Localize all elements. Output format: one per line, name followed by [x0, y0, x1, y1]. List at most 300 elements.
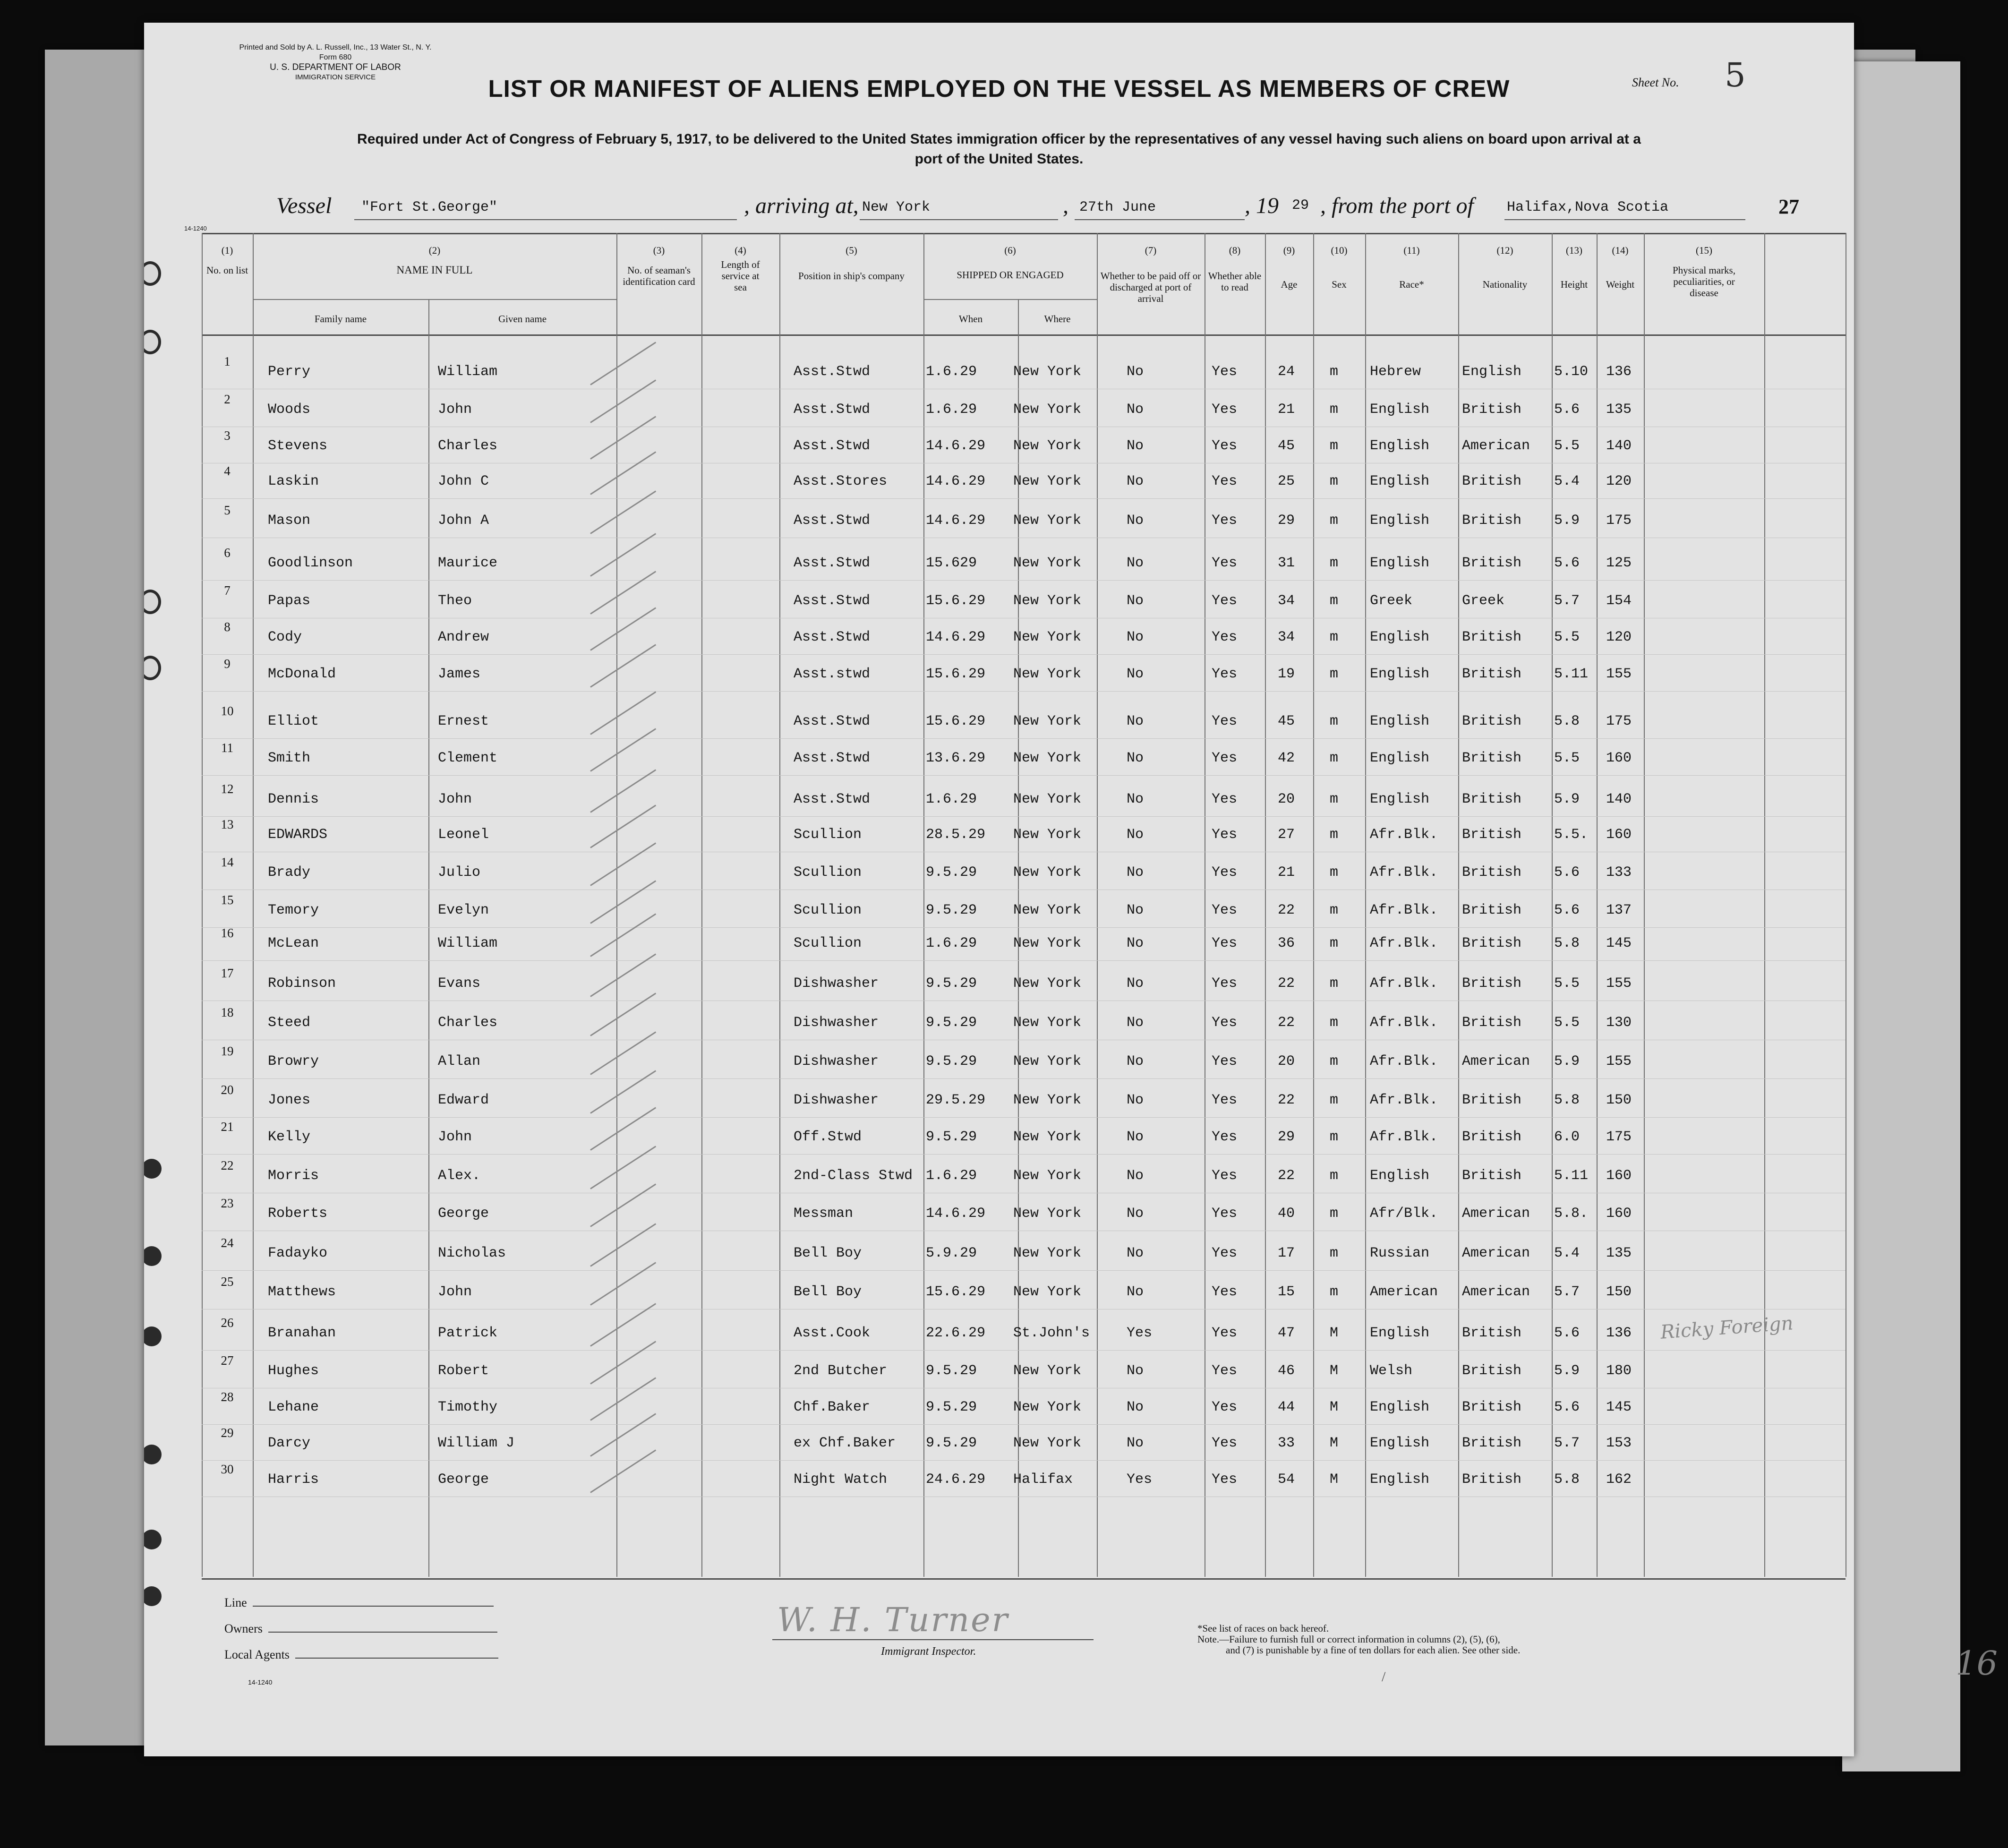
- position-cell: Asst.stwd: [794, 666, 871, 682]
- able-to-read-cell: Yes: [1212, 902, 1238, 918]
- weight-cell: 133: [1606, 864, 1632, 881]
- signature-underline: [772, 1639, 1094, 1640]
- weight-cell: 162: [1606, 1472, 1632, 1488]
- weight-cell: 175: [1606, 1129, 1632, 1145]
- punch-hole: [144, 1530, 162, 1549]
- height-cell: 5.9: [1554, 1363, 1580, 1379]
- nationality-cell: British: [1462, 555, 1522, 571]
- given-name-cell: John: [438, 1284, 472, 1300]
- col-title: Length of service at sea: [721, 259, 760, 293]
- family-name-cell: Darcy: [268, 1435, 311, 1451]
- height-cell: 5.7: [1554, 1435, 1580, 1451]
- row-rule: [202, 1270, 1846, 1271]
- row-rule: [202, 691, 1846, 692]
- given-name-cell: William J: [438, 1435, 515, 1451]
- shipped-where-cell: New York: [1013, 713, 1082, 729]
- shipped-where-cell: New York: [1013, 975, 1082, 992]
- position-cell: Asst.Stores: [794, 473, 888, 489]
- age-cell: 31: [1278, 555, 1295, 571]
- row-number: 24: [221, 1236, 234, 1250]
- row-number: 9: [224, 657, 231, 671]
- position-cell: Asst.Stwd: [794, 555, 871, 571]
- manifest-page: [144, 23, 1854, 1756]
- height-cell: 5.4: [1554, 473, 1580, 489]
- able-to-read-cell: Yes: [1212, 473, 1238, 489]
- shipped-when-cell: 9.5.29: [926, 975, 977, 992]
- given-name-cell: Maurice: [438, 555, 498, 571]
- family-name-cell: Papas: [268, 593, 311, 609]
- shipped-where-cell: New York: [1013, 750, 1082, 766]
- able-to-read-cell: Yes: [1212, 975, 1238, 992]
- note-line: Note.—Failure to furnish full or correct information in columns (2), (5), (6),: [1197, 1634, 1500, 1645]
- page-number: 27: [1778, 195, 1799, 218]
- race-cell: Afr/Blk.: [1370, 1206, 1438, 1222]
- shipped-where-cell: New York: [1013, 1284, 1082, 1300]
- shipped-where-cell: New York: [1013, 1245, 1082, 1261]
- agents-underline: [295, 1658, 498, 1659]
- row-number: 14: [221, 855, 234, 869]
- shipped-when-cell: 9.5.29: [926, 902, 977, 918]
- height-cell: 5.5: [1554, 438, 1580, 454]
- family-name-cell: Morris: [268, 1168, 319, 1184]
- able-to-read-cell: Yes: [1212, 1399, 1238, 1415]
- age-cell: 40: [1278, 1206, 1295, 1222]
- sheet-label: Sheet No.: [1632, 76, 1679, 89]
- shipped-where-cell: New York: [1013, 629, 1082, 645]
- row-rule: [202, 816, 1846, 817]
- position-cell: Dishwasher: [794, 1092, 879, 1108]
- given-name-cell: Clement: [438, 750, 498, 766]
- paid-off-cell: No: [1127, 750, 1144, 766]
- col-title: Whether to be paid off or discharged at port of arrival: [1100, 270, 1201, 304]
- sex-cell: m: [1330, 902, 1339, 918]
- position-cell: Chf.Baker: [794, 1399, 871, 1415]
- nationality-cell: British: [1462, 1325, 1522, 1341]
- weight-cell: 140: [1606, 791, 1632, 807]
- from-underline: [1504, 219, 1745, 220]
- race-cell: Afr.Blk.: [1370, 935, 1438, 951]
- shipped-where-cell: New York: [1013, 1015, 1082, 1031]
- paid-off-cell: No: [1127, 791, 1144, 807]
- able-to-read-cell: Yes: [1212, 1472, 1238, 1488]
- age-cell: 42: [1278, 750, 1295, 766]
- form-code: 14-1240: [184, 225, 207, 232]
- row-number: 12: [221, 782, 234, 796]
- col-title: No. of seaman's identification card: [623, 265, 695, 287]
- age-cell: 15: [1278, 1284, 1295, 1300]
- position-cell: Messman: [794, 1206, 854, 1222]
- row-number: 23: [221, 1196, 234, 1210]
- height-cell: 5.6: [1554, 1325, 1580, 1341]
- punch-hole: [144, 1246, 162, 1266]
- row-number: 21: [221, 1120, 234, 1134]
- paid-off-cell: No: [1127, 935, 1144, 951]
- nationality-cell: British: [1462, 1399, 1522, 1415]
- col-title: Sex: [1332, 279, 1347, 290]
- age-cell: 44: [1278, 1399, 1295, 1415]
- given-name-cell: Alex.: [438, 1168, 481, 1184]
- position-cell: Asst.Stwd: [794, 750, 871, 766]
- sex-cell: m: [1330, 1168, 1339, 1184]
- weight-cell: 140: [1606, 438, 1632, 454]
- age-cell: 17: [1278, 1245, 1295, 1261]
- able-to-read-cell: Yes: [1212, 935, 1238, 951]
- able-to-read-cell: Yes: [1212, 1053, 1238, 1069]
- height-cell: 5.11: [1554, 666, 1589, 682]
- nationality-cell: British: [1462, 513, 1522, 529]
- year-prefix: , 19: [1245, 193, 1279, 218]
- weight-cell: 120: [1606, 629, 1632, 645]
- able-to-read-cell: Yes: [1212, 593, 1238, 609]
- column-rule: [1097, 233, 1098, 1577]
- row-rule: [202, 1154, 1846, 1155]
- nationality-cell: British: [1462, 666, 1522, 682]
- weight-cell: 175: [1606, 513, 1632, 529]
- race-cell: Hebrew: [1370, 364, 1421, 380]
- punch-hole: [144, 656, 161, 680]
- family-name-cell: Kelly: [268, 1129, 311, 1145]
- column-rule: [1365, 233, 1366, 1577]
- position-cell: Dishwasher: [794, 1053, 879, 1069]
- shipped-when-cell: 14.6.29: [926, 1206, 986, 1222]
- able-to-read-cell: Yes: [1212, 1284, 1238, 1300]
- row-number: 8: [224, 620, 231, 634]
- race-cell: Afr.Blk.: [1370, 1129, 1438, 1145]
- printer-line: Printed and Sold by A. L. Russell, Inc., 13 Water St., N. Y.: [239, 43, 432, 51]
- family-name-cell: McDonald: [268, 666, 336, 682]
- race-cell: Afr.Blk.: [1370, 1092, 1438, 1108]
- punch-hole: [144, 1445, 162, 1464]
- row-rule: [202, 498, 1846, 499]
- sex-cell: m: [1330, 1245, 1339, 1261]
- given-name-cell: Evans: [438, 975, 481, 992]
- vessel-line: [276, 193, 1835, 221]
- race-cell: English: [1370, 666, 1430, 682]
- given-name-cell: Allan: [438, 1053, 481, 1069]
- column-rule: [1265, 233, 1266, 1577]
- row-number: 28: [221, 1390, 234, 1404]
- able-to-read-cell: Yes: [1212, 1015, 1238, 1031]
- given-name-cell: John: [438, 402, 472, 418]
- row-number: 15: [221, 893, 234, 907]
- age-cell: 22: [1278, 1092, 1295, 1108]
- age-cell: 24: [1278, 364, 1295, 380]
- family-name-cell: Robinson: [268, 975, 336, 992]
- race-cell: Afr.Blk.: [1370, 902, 1438, 918]
- weight-cell: 150: [1606, 1092, 1632, 1108]
- race-cell: English: [1370, 791, 1430, 807]
- shipped-when-cell: 22.6.29: [926, 1325, 986, 1341]
- paid-off-cell: No: [1127, 1129, 1144, 1145]
- paid-off-cell: No: [1127, 902, 1144, 918]
- weight-cell: 160: [1606, 750, 1632, 766]
- given-name-cell: George: [438, 1206, 489, 1222]
- shipped-when-cell: 14.6.29: [926, 438, 986, 454]
- vessel-name: "Fort St.George": [361, 199, 498, 215]
- col-title: Whether able to read: [1208, 270, 1262, 293]
- shipped-where-cell: New York: [1013, 438, 1082, 454]
- shipped-where-cell: Halifax: [1013, 1472, 1073, 1488]
- col-number: (10): [1331, 245, 1348, 256]
- family-name-cell: Laskin: [268, 473, 319, 489]
- height-cell: 5.7: [1554, 1284, 1580, 1300]
- shipped-when-cell: 24.6.29: [926, 1472, 986, 1488]
- height-cell: 5.9: [1554, 513, 1580, 529]
- race-cell: English: [1370, 402, 1430, 418]
- row-number: 2: [224, 392, 231, 406]
- nationality-cell: British: [1462, 1363, 1522, 1379]
- weight-cell: 155: [1606, 1053, 1632, 1069]
- able-to-read-cell: Yes: [1212, 1363, 1238, 1379]
- col-number: (11): [1403, 245, 1420, 256]
- race-cell: English: [1370, 713, 1430, 729]
- family-name-cell: Hughes: [268, 1363, 319, 1379]
- paid-off-cell: No: [1127, 827, 1144, 843]
- position-cell: Asst.Cook: [794, 1325, 871, 1341]
- sex-cell: m: [1330, 1206, 1339, 1222]
- weight-cell: 154: [1606, 593, 1632, 609]
- position-cell: Asst.Stwd: [794, 364, 871, 380]
- row-number: 22: [221, 1158, 234, 1172]
- nationality-cell: British: [1462, 629, 1522, 645]
- race-cell: English: [1370, 1168, 1430, 1184]
- family-name-cell: Goodlinson: [268, 555, 353, 571]
- col-number: (15): [1696, 245, 1712, 256]
- paid-off-cell: No: [1127, 593, 1144, 609]
- background-sheet: [1842, 61, 1960, 1771]
- arriving-port: New York: [862, 199, 931, 215]
- row-rule: [202, 775, 1846, 776]
- owners-underline: [268, 1632, 497, 1633]
- inspector-signature: W. H. Turner: [777, 1600, 1009, 1639]
- shipped-where-cell: New York: [1013, 473, 1082, 489]
- height-cell: 5.8: [1554, 713, 1580, 729]
- paid-off-cell: No: [1127, 402, 1144, 418]
- nationality-cell: British: [1462, 935, 1522, 951]
- family-name-cell: Dennis: [268, 791, 319, 807]
- given-name-cell: Robert: [438, 1363, 489, 1379]
- shipped-when-cell: 9.5.29: [926, 1053, 977, 1069]
- race-cell: English: [1370, 1472, 1430, 1488]
- shipped-where-cell: New York: [1013, 364, 1082, 380]
- sex-cell: m: [1330, 402, 1339, 418]
- family-name-cell: Lehane: [268, 1399, 319, 1415]
- height-cell: 5.6: [1554, 1399, 1580, 1415]
- given-name-cell: George: [438, 1472, 489, 1488]
- row-number: 4: [224, 464, 231, 478]
- row-number: 5: [224, 503, 231, 517]
- given-name-cell: Ernest: [438, 713, 489, 729]
- sex-cell: m: [1330, 750, 1339, 766]
- row-number: 6: [224, 546, 231, 560]
- col-1-header: [202, 245, 253, 276]
- paid-off-cell: No: [1127, 1435, 1144, 1451]
- sex-cell: m: [1330, 791, 1339, 807]
- punch-hole: [144, 330, 161, 354]
- row-rule: [202, 927, 1846, 928]
- service-name: IMMIGRATION SERVICE: [295, 73, 376, 81]
- shipped-when-cell: 14.6.29: [926, 629, 986, 645]
- col-number: (14): [1612, 245, 1629, 256]
- shipped-when-cell: 15.6.29: [926, 593, 986, 609]
- age-cell: 45: [1278, 438, 1295, 454]
- row-number: 10: [221, 704, 234, 718]
- age-cell: 25: [1278, 473, 1295, 489]
- paid-off-cell: No: [1127, 1284, 1144, 1300]
- col-15-header: [1644, 245, 1764, 299]
- header-bottom-rule: [202, 334, 1846, 336]
- family-name-cell: Stevens: [268, 438, 328, 454]
- form-code-footer: 14-1240: [248, 1678, 273, 1686]
- height-cell: 5.8: [1554, 935, 1580, 951]
- sex-cell: m: [1330, 1129, 1339, 1145]
- family-name-cell: Matthews: [268, 1284, 336, 1300]
- sex-cell: m: [1330, 364, 1339, 380]
- sex-cell: m: [1330, 975, 1339, 992]
- col-2-header: [253, 245, 616, 276]
- col-3-header: [616, 245, 701, 287]
- inspector-label: Immigrant Inspector.: [881, 1645, 976, 1658]
- position-cell: Scullion: [794, 827, 862, 843]
- position-cell: Asst.Stwd: [794, 402, 871, 418]
- departure-port: Halifax,Nova Scotia: [1507, 199, 1669, 215]
- family-name-cell: Perry: [268, 364, 311, 380]
- paid-off-cell: No: [1127, 1245, 1144, 1261]
- col-4-header: [701, 245, 779, 293]
- age-cell: 29: [1278, 1129, 1295, 1145]
- row-rule: [202, 1424, 1846, 1425]
- able-to-read-cell: Yes: [1212, 1129, 1238, 1145]
- col-title: NAME IN FULL: [396, 264, 473, 276]
- agents-field: [224, 1648, 498, 1662]
- paid-off-cell: No: [1127, 1363, 1144, 1379]
- weight-cell: 136: [1606, 364, 1632, 380]
- punch-hole: [144, 1326, 162, 1346]
- position-cell: Asst.Stwd: [794, 791, 871, 807]
- race-cell: English: [1370, 629, 1430, 645]
- nationality-cell: British: [1462, 402, 1522, 418]
- nationality-cell: British: [1462, 1435, 1522, 1451]
- age-cell: 20: [1278, 791, 1295, 807]
- given-name-cell: John A: [438, 513, 489, 529]
- col-6-header: [923, 245, 1097, 281]
- note-line: and (7) is punishable by a fine of ten dollars for each alien. See other side.: [1226, 1644, 1521, 1656]
- able-to-read-cell: Yes: [1212, 864, 1238, 881]
- sex-cell: m: [1330, 1053, 1339, 1069]
- punch-hole: [144, 590, 161, 614]
- shipped-where-cell: New York: [1013, 593, 1082, 609]
- family-name-cell: Woods: [268, 402, 311, 418]
- height-cell: 5.5: [1554, 750, 1580, 766]
- position-cell: Scullion: [794, 902, 862, 918]
- family-name-cell: Fadayko: [268, 1245, 328, 1261]
- column-rule: [1597, 233, 1598, 1577]
- able-to-read-cell: Yes: [1212, 666, 1238, 682]
- given-name-cell: John C: [438, 473, 489, 489]
- shipped-when-cell: 15.6.29: [926, 713, 986, 729]
- age-cell: 21: [1278, 864, 1295, 881]
- position-cell: Scullion: [794, 864, 862, 881]
- handwritten-remark: Ricky Foreign: [1659, 1312, 1794, 1343]
- nationality-cell: British: [1462, 750, 1522, 766]
- col-title: Weight: [1606, 279, 1635, 290]
- able-to-read-cell: Yes: [1212, 1092, 1238, 1108]
- height-cell: 5.5.: [1554, 827, 1589, 843]
- row-number: 13: [221, 817, 234, 831]
- column-rule: [428, 299, 429, 1577]
- sex-cell: m: [1330, 666, 1339, 682]
- family-name-cell: Branahan: [268, 1325, 336, 1341]
- height-cell: 5.9: [1554, 791, 1580, 807]
- shipped-where-cell: New York: [1013, 791, 1082, 807]
- able-to-read-cell: Yes: [1212, 438, 1238, 454]
- sex-cell: m: [1330, 555, 1339, 571]
- weight-cell: 130: [1606, 1015, 1632, 1031]
- race-cell: Greek: [1370, 593, 1413, 609]
- given-name-cell: Nicholas: [438, 1245, 506, 1261]
- shipped-where-cell: New York: [1013, 555, 1082, 571]
- page-subtitle: [201, 129, 1797, 169]
- column-rule: [1458, 233, 1459, 1577]
- weight-cell: 145: [1606, 935, 1632, 951]
- paid-off-cell: Yes: [1127, 1472, 1153, 1488]
- height-cell: 5.5: [1554, 629, 1580, 645]
- weight-cell: 125: [1606, 555, 1632, 571]
- race-cell: Afr.Blk.: [1370, 975, 1438, 992]
- height-cell: 5.4: [1554, 1245, 1580, 1261]
- nationality-cell: British: [1462, 1015, 1522, 1031]
- paid-off-cell: No: [1127, 555, 1144, 571]
- column-rule: [1552, 233, 1553, 1577]
- family-name-cell: McLean: [268, 935, 319, 951]
- family-name-cell: Cody: [268, 629, 302, 645]
- race-cell: Russian: [1370, 1245, 1430, 1261]
- col-number: (4): [735, 245, 746, 256]
- col-number: (6): [1004, 245, 1016, 256]
- paid-off-cell: No: [1127, 1092, 1144, 1108]
- sex-cell: M: [1330, 1399, 1339, 1415]
- line-field: [224, 1596, 494, 1610]
- form-number: Form 680: [319, 53, 352, 61]
- row-number: 7: [224, 583, 231, 598]
- race-cell: English: [1370, 473, 1430, 489]
- row-number: 30: [221, 1462, 234, 1476]
- paid-off-cell: No: [1127, 975, 1144, 992]
- nationality-cell: British: [1462, 1168, 1522, 1184]
- able-to-read-cell: Yes: [1212, 1206, 1238, 1222]
- nationality-cell: British: [1462, 902, 1522, 918]
- paid-off-cell: No: [1127, 473, 1144, 489]
- sex-cell: m: [1330, 629, 1339, 645]
- family-name-cell: Steed: [268, 1015, 311, 1031]
- weight-cell: 180: [1606, 1363, 1632, 1379]
- shipped-when-cell: 29.5.29: [926, 1092, 986, 1108]
- line-underline: [253, 1606, 494, 1607]
- weight-cell: 160: [1606, 1168, 1632, 1184]
- given-name-cell: Evelyn: [438, 902, 489, 918]
- position-cell: Bell Boy: [794, 1245, 862, 1261]
- subtitle-line: Required under Act of Congress of February 5, 1917, to be delivered to the United States immigration officer by the representatives of any vessel having such aliens on board upon arrival at a: [357, 131, 1641, 147]
- paid-off-cell: No: [1127, 438, 1144, 454]
- able-to-read-cell: Yes: [1212, 1168, 1238, 1184]
- shipped-where-cell: New York: [1013, 513, 1082, 529]
- shipped-where-cell: New York: [1013, 1053, 1082, 1069]
- race-cell: English: [1370, 1325, 1430, 1341]
- race-cell: Afr.Blk.: [1370, 1015, 1438, 1031]
- col-11-header: [1365, 245, 1458, 290]
- row-number: 27: [221, 1353, 234, 1368]
- weight-cell: 153: [1606, 1435, 1632, 1451]
